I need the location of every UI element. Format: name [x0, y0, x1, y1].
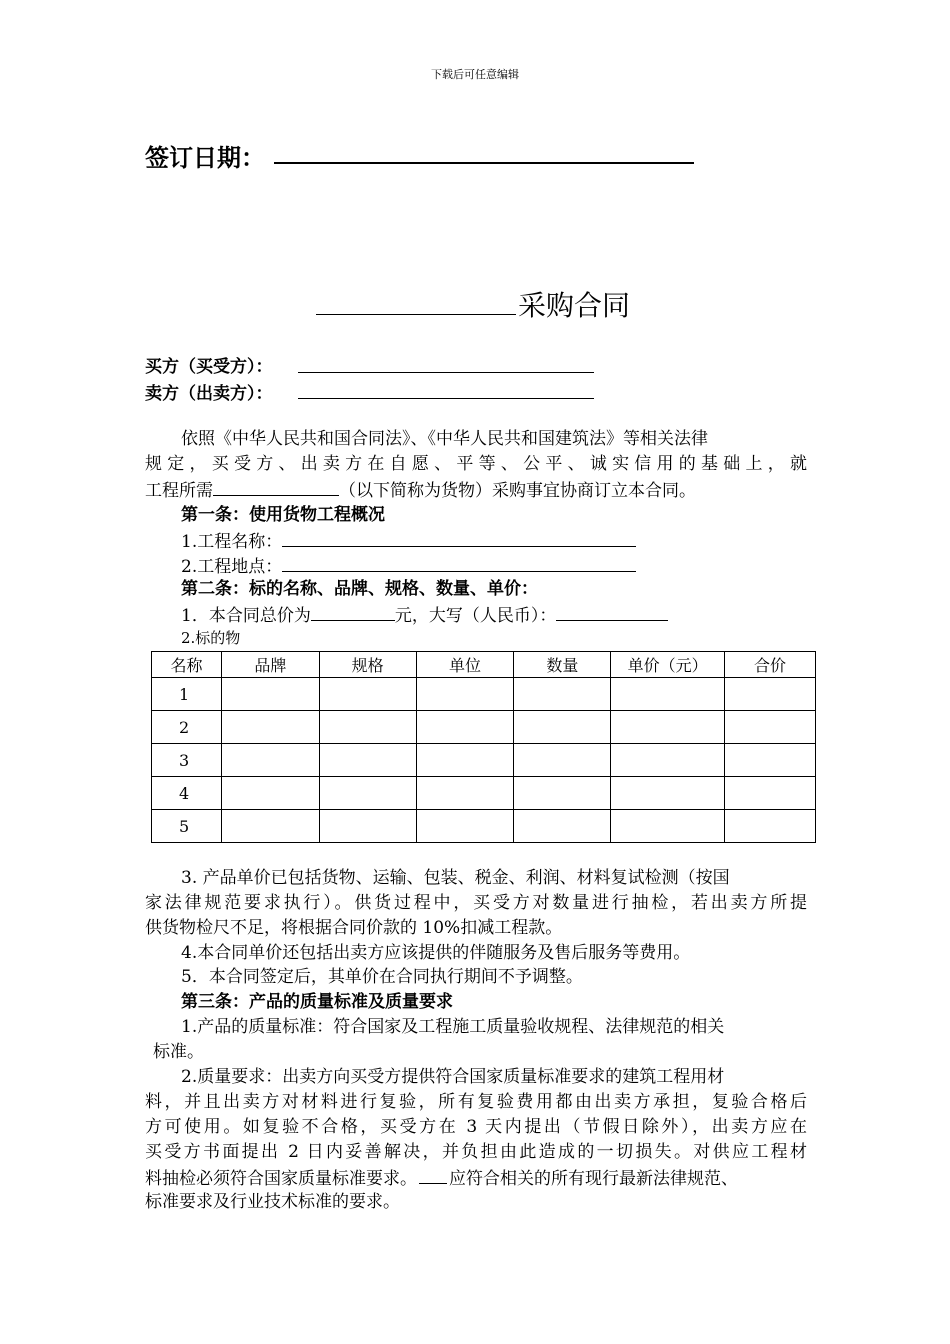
article3-heading: 第三条：产品的质量标准及质量要求: [181, 992, 453, 1012]
col-header: 单价（元）: [611, 652, 725, 678]
quality-req-line-5: [145, 1165, 738, 1192]
table-cell[interactable]: [514, 777, 611, 810]
table-cell[interactable]: [221, 810, 319, 843]
quality-standard-line-2: 标准。: [153, 1042, 204, 1062]
table-cell[interactable]: [416, 678, 514, 711]
table-cell[interactable]: [725, 777, 816, 810]
row-number: 2: [152, 711, 222, 744]
item5: 5．本合同签定后，其单价在合同执行期间不予调整。: [181, 967, 583, 987]
sign-date-label: 签订日期：: [145, 144, 265, 172]
table-row: [152, 810, 816, 843]
quality-standard-line-1: 1.产品的质量标准：符合国家及工程施工质量验收规程、法律规范的相关: [181, 1017, 725, 1037]
project-location-label: 2.工程地点：: [181, 557, 283, 577]
quality-req-line-4: 买受方书面提出 2 日内妥善解决，并负担由此造成的一切损失。对供应工程材: [145, 1142, 807, 1162]
intro-line-3: [145, 477, 696, 504]
table-cell[interactable]: [416, 711, 514, 744]
col-header: 名称: [152, 652, 222, 678]
table-cell[interactable]: [611, 678, 725, 711]
goods-name-blank: [213, 477, 339, 496]
header-note: 下载后可任意编辑: [431, 68, 519, 81]
article1-heading: 第一条：使用货物工程概况: [181, 505, 385, 525]
table-cell[interactable]: [611, 810, 725, 843]
item3-line-2: 家法律规范要求执行）。供货过程中，买受方对数量进行抽检，若出卖方所提: [145, 893, 807, 913]
table-cell[interactable]: [416, 810, 514, 843]
row-number: 3: [152, 744, 222, 777]
total-price-words-label: 元，大写（人民币）：: [394, 606, 557, 626]
col-header: 数量: [514, 652, 611, 678]
seller-label: 卖方（出卖方）：: [145, 384, 273, 404]
table-cell[interactable]: [319, 678, 416, 711]
col-header: 合价: [725, 652, 816, 678]
table-cell[interactable]: [514, 711, 611, 744]
quality-req-line-3: 方可使用。如复验不合格，买受方在 3 天内提出（节假日除外），出卖方应在: [145, 1117, 807, 1137]
project-name-label: 1.工程名称：: [181, 532, 283, 552]
col-header: 品牌: [221, 652, 319, 678]
article2-heading: 第二条：标的名称、品牌、规格、数量、单价：: [181, 579, 538, 599]
quality-req-line-2: 料，并且出卖方对材料进行复验，所有复验费用都由出卖方承担，复验合格后: [145, 1092, 807, 1112]
table-cell[interactable]: [319, 711, 416, 744]
item3-line-3: 供货物检尺不足，将根据合同价款的 10%扣减工程款。: [145, 918, 563, 938]
goods-table: [151, 651, 816, 843]
quality-req-blank: [419, 1165, 447, 1184]
intro-line-3b: （以下简称为货物）采购事宜协商订立本合同。: [339, 481, 696, 501]
table-cell[interactable]: [725, 810, 816, 843]
table-cell[interactable]: [514, 744, 611, 777]
quality-req-line-5b: 应符合相关的所有现行最新法律规范、: [449, 1169, 738, 1189]
table-cell[interactable]: [221, 744, 319, 777]
table-header-row: [152, 652, 816, 678]
table-cell[interactable]: [221, 711, 319, 744]
table-cell[interactable]: [725, 678, 816, 711]
seller-blank: [298, 398, 594, 399]
table-row: [152, 678, 816, 711]
quality-req-line-6: 标准要求及行业技术标准的要求。: [145, 1192, 400, 1212]
table-cell[interactable]: [611, 744, 725, 777]
project-name-blank: [282, 528, 636, 547]
table-cell[interactable]: [319, 810, 416, 843]
buyer-blank: [298, 372, 594, 373]
row-number: 4: [152, 777, 222, 810]
project-location-blank: [282, 553, 636, 572]
project-location-line: [181, 553, 636, 580]
project-name-line: [181, 528, 636, 555]
table-cell[interactable]: [221, 777, 319, 810]
quality-req-line-5a: 料抽检必须符合国家质量标准要求。: [145, 1169, 417, 1189]
intro-line-2: 规定，买受方、出卖方在自愿、平等、公平、诚实信用的基础上，就: [145, 454, 807, 474]
table-row: [152, 744, 816, 777]
title-blank: [316, 314, 516, 315]
table-row: [152, 777, 816, 810]
col-header: 单位: [416, 652, 514, 678]
total-price-blank: [311, 602, 395, 621]
table-cell[interactable]: [611, 777, 725, 810]
total-price-label: 1．本合同总价为: [181, 606, 311, 626]
total-price-words-blank: [556, 602, 668, 621]
quality-req-line-1: 2.质量要求：出卖方向买受方提供符合国家质量标准要求的建筑工程用材: [181, 1067, 725, 1087]
sign-date-blank: [274, 162, 694, 164]
goods-label: 2.标的物: [181, 629, 241, 647]
table-cell[interactable]: [725, 711, 816, 744]
table-cell[interactable]: [221, 678, 319, 711]
item3-line-1: 3. 产品单价已包括货物、运输、包装、税金、利润、材料复试检测（按国: [181, 868, 730, 888]
table-cell[interactable]: [514, 810, 611, 843]
table-row: [152, 711, 816, 744]
table-cell[interactable]: [319, 744, 416, 777]
item4: 4.本合同单价还包括出卖方应该提供的伴随服务及售后服务等费用。: [181, 943, 691, 963]
intro-line-1: 依照《中华人民共和国合同法》、《中华人民共和国建筑法》等相关法律: [181, 429, 708, 449]
table-cell[interactable]: [725, 744, 816, 777]
intro-line-3a: 工程所需: [145, 481, 213, 501]
buyer-label: 买方（买受方）：: [145, 357, 273, 377]
table-cell[interactable]: [319, 777, 416, 810]
table-cell[interactable]: [416, 744, 514, 777]
total-price-line: [181, 602, 668, 629]
contract-title: 采购合同: [518, 289, 631, 322]
row-number: 5: [152, 810, 222, 843]
col-header: 规格: [319, 652, 416, 678]
table-cell[interactable]: [416, 777, 514, 810]
table-cell[interactable]: [611, 711, 725, 744]
table-cell[interactable]: [514, 678, 611, 711]
row-number: 1: [152, 678, 222, 711]
